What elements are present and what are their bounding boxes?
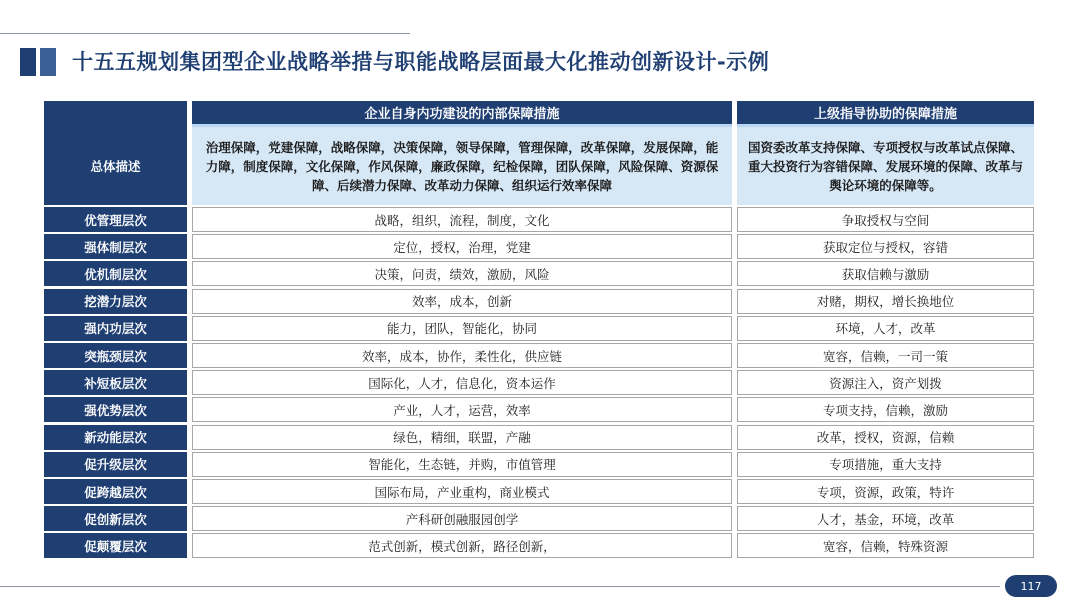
title-bar-right [40,48,56,76]
table-row [44,452,1034,477]
row-internal: 能力，团队，智能化，协同 [192,316,732,341]
row-external: 对赌，期权，增长换地位 [737,289,1034,314]
table-row [44,289,1034,314]
overview-internal: 治理保障，党建保障，战略保障，决策保障，领导保障，管理保障，改革保障，发展保障，能力障，制度保障，文化保障，作风保障，廉政保障，纪检保障，团队保障，风险保障、资源保障、后续潜力保障、改革动力保障、组织运行效率保障 [192,127,732,205]
row-internal: 国际化，人才，信息化，资本运作 [192,370,732,395]
page-title: 十五五规划集团型企业战略举措与职能战略层面最大化推动创新设计-示例 [72,50,770,74]
row-internal: 定位，授权，治理，党建 [192,234,732,259]
row-external: 专项支持，信赖，激励 [737,397,1034,422]
overview-external: 国资委改革支持保障、专项授权与改革试点保障、重大投资行为容错保障、发展环境的保障、改革与舆论环境的保障等。 [737,127,1034,205]
table-row [44,506,1034,531]
row-internal: 产科研创融服园创学 [192,506,732,531]
row-internal: 绿色，精细，联盟，产融 [192,425,732,450]
row-external: 专项，资源，政策，特许 [737,479,1034,504]
row-label: 挖潜力层次 [44,289,187,314]
row-internal: 决策，问责，绩效，激励，风险 [192,261,732,286]
bottom-divider [0,586,1000,587]
row-label: 促创新层次 [44,506,187,531]
row-label: 突瓶颈层次 [44,343,187,368]
row-label: 优管理层次 [44,207,187,232]
row-internal: 效率，成本，协作，柔性化，供应链 [192,343,732,368]
row-external: 专项措施，重大支持 [737,452,1034,477]
row-label: 强体制层次 [44,234,187,259]
table-row [44,343,1034,368]
page-number: 117 [1005,575,1057,597]
row-label: 新动能层次 [44,425,187,450]
table-row [44,479,1034,504]
header-external: 上级指导协助的保障措施 [737,101,1034,127]
row-external: 宽容，信赖，特殊资源 [737,533,1034,558]
row-internal: 产业，人才，运营，效率 [192,397,732,422]
row-internal: 范式创新，模式创新，路径创新， [192,533,732,558]
header-internal: 企业自身内功建设的内部保障措施 [192,101,732,127]
row-internal: 国际布局，产业重构，商业模式 [192,479,732,504]
table-row [44,234,1034,259]
top-divider [0,33,410,34]
row-label: 补短板层次 [44,370,187,395]
table-row [44,207,1034,232]
row-label: 促升级层次 [44,452,187,477]
overview-label: 总体描述 [44,127,187,205]
title-bar-left [20,48,36,76]
table-row [44,261,1034,286]
row-external: 人才，基金，环境，改革 [737,506,1034,531]
row-internal: 效率，成本，创新 [192,289,732,314]
table-row [44,397,1034,422]
row-label: 强优势层次 [44,397,187,422]
row-external: 环境，人才，改革 [737,316,1034,341]
table-row [44,425,1034,450]
row-label: 促跨越层次 [44,479,187,504]
row-label: 促颠覆层次 [44,533,187,558]
row-external: 资源注入，资产划拨 [737,370,1034,395]
row-external: 改革，授权，资源，信赖 [737,425,1034,450]
row-external: 获取信赖与激励 [737,261,1034,286]
row-external: 争取授权与空间 [737,207,1034,232]
table-row [44,533,1034,558]
row-label: 优机制层次 [44,261,187,286]
row-label: 强内功层次 [44,316,187,341]
table-header-row [44,101,1034,127]
overview-row [44,127,1034,205]
table-row [44,370,1034,395]
row-internal: 智能化，生态链，并购，市值管理 [192,452,732,477]
row-external: 获取定位与授权，容错 [737,234,1034,259]
table-row [44,316,1034,341]
row-external: 宽容，信赖，一司一策 [737,343,1034,368]
header-corner [44,101,187,127]
row-internal: 战略，组织，流程，制度，文化 [192,207,732,232]
